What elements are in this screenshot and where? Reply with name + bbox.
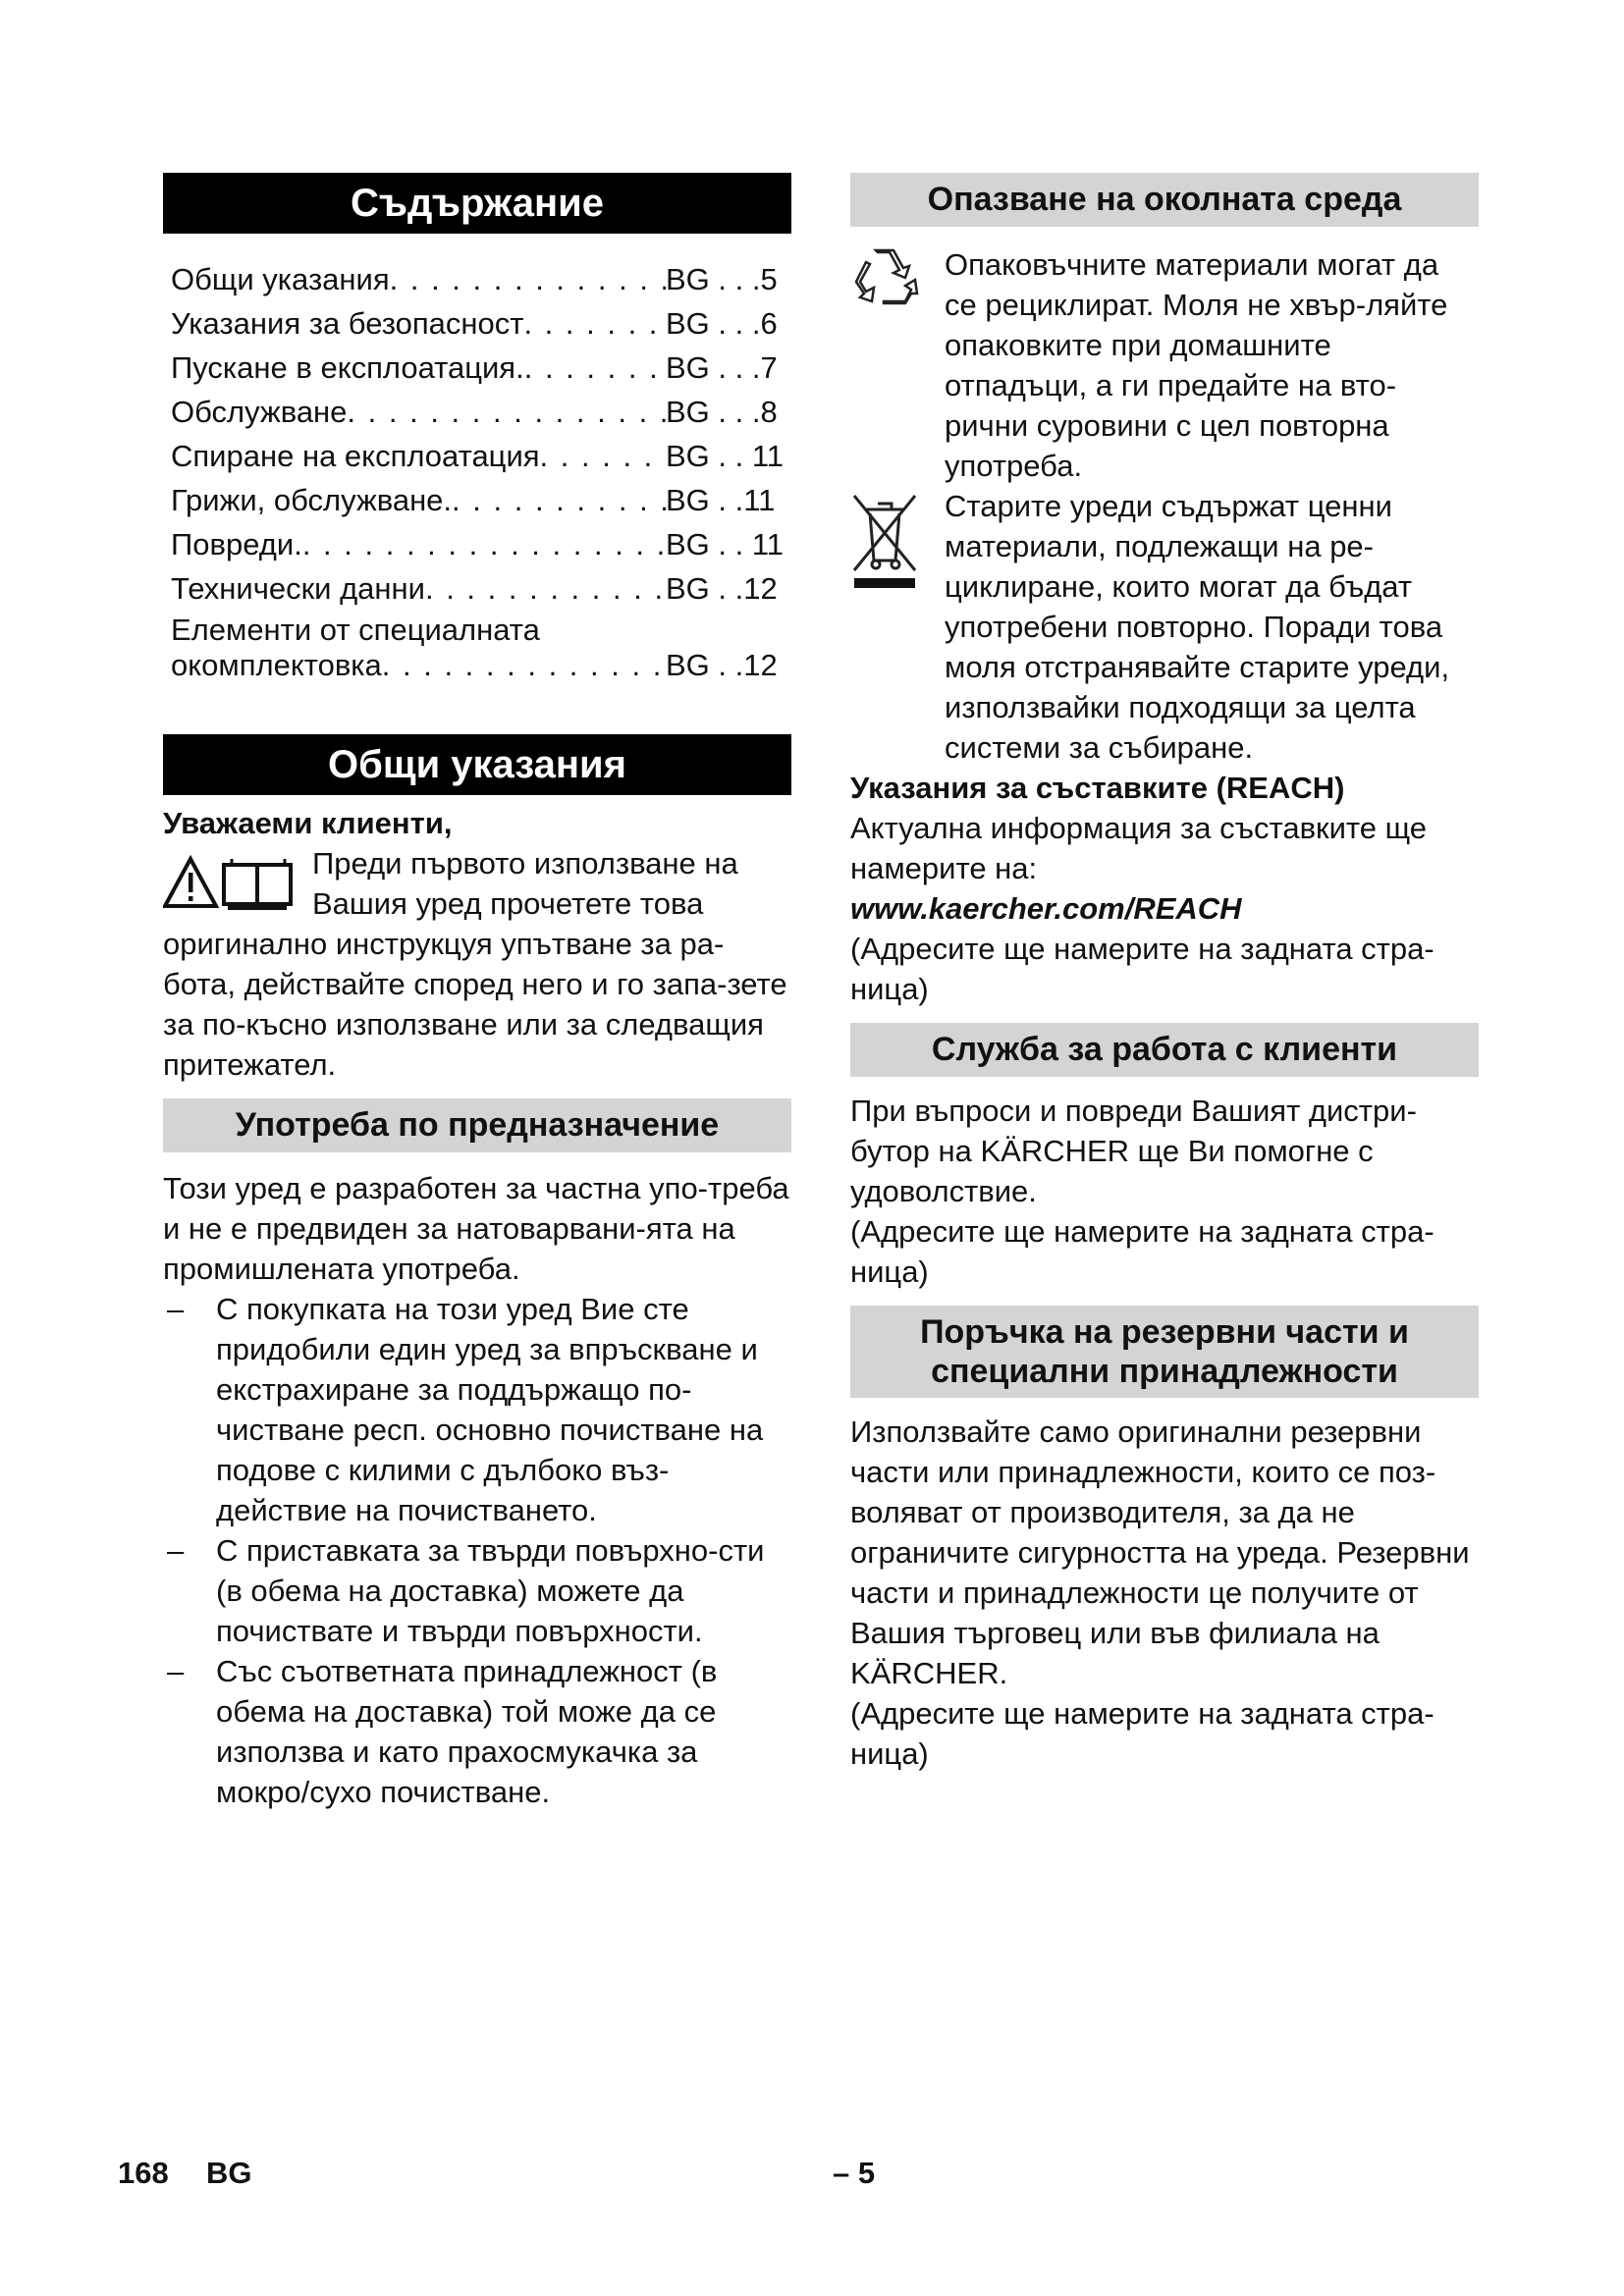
intended-use-list xyxy=(163,1289,791,1812)
general-heading: Общи указания xyxy=(163,734,791,795)
toc-entry-label: Повреди. xyxy=(171,527,302,561)
recycle-text: Опаковъчните материали могат да се рециклират. Моля не хвър-ляйте опаковките при домашните отпадъци, а ги предайте на вто-рични суровини с цел повторна употреба. xyxy=(945,247,1448,483)
table-of-contents xyxy=(163,257,791,683)
intro-text: оригинално инструкцуя упътване за ра-бота, действайте според него и го запа-зете за по-късно използване или за следващия притежател. xyxy=(163,927,787,1082)
toc-leader xyxy=(425,566,666,611)
toc-entry-page: BG . . .7 xyxy=(666,350,778,385)
toc-entry-label: Спиране на експлоатация xyxy=(171,439,540,473)
warning-manual-icon xyxy=(163,843,312,924)
right-column xyxy=(850,173,1479,1774)
weee-text: Старите уреди съдържат ценни материали, подлежащи на ре-циклиране, които могат да бъдат употребени повторно. Поради това моля отстранявайте старите уреди, използвайки подходящи за целта системи за събиране. xyxy=(945,489,1450,765)
parts-heading xyxy=(850,1306,1479,1398)
intro-line-2: Вашия уред прочетете това xyxy=(312,886,704,921)
warning-intro xyxy=(163,843,791,924)
intended-use-text: Този уред е разработен за частна упо-треба и не е предвиден за натоварвани-ята на промишлената употреба. xyxy=(163,1171,789,1286)
toc-leader xyxy=(524,346,666,390)
toc-leader xyxy=(523,301,666,346)
parts-heading-line2: специални принадлежности xyxy=(931,1353,1398,1390)
toc-heading: Съдържание xyxy=(163,173,791,234)
toc-entry-label: Технически данни xyxy=(171,571,425,606)
toc-entry-label: Елементи от специалната xyxy=(171,613,540,647)
toc-entry[interactable] xyxy=(171,434,791,478)
list-item-text: С покупката на този уред Вие сте придобили един уред за впръскване и екстрахиране за поддържащо по-чистване респ. основно почистване на подове с килими с дълбоко въз-действие на почистването. xyxy=(216,1292,764,1527)
toc-leader xyxy=(347,390,666,434)
toc-entry-page: BG . . .5 xyxy=(666,262,778,296)
toc-leader xyxy=(390,257,666,301)
toc-entry-label: Обслужване xyxy=(171,395,348,429)
toc-leader xyxy=(540,434,666,478)
toc-entry-label-line2: окомплектовка xyxy=(171,648,382,682)
left-column xyxy=(163,173,791,1812)
toc-entry[interactable] xyxy=(171,390,791,434)
intro-line-1: Преди първото използване на xyxy=(312,846,738,881)
list-item-text: Със съответната принадлежност (в обема на доставка) той може да се използва и като прахосмукачка за мокро/сухо почистване. xyxy=(216,1654,718,1809)
toc-entry-page: BG . . .8 xyxy=(666,395,778,429)
weee-block xyxy=(850,486,1479,768)
toc-entry-page: BG . .12 xyxy=(666,571,778,606)
toc-entry[interactable] xyxy=(171,346,791,390)
toc-entry-label: Указания за безопасност xyxy=(171,306,524,341)
list-item-text: С приставката за твърди повърхно-сти (в обема на доставка) можете да почиствате и твърди повърхности. xyxy=(216,1533,765,1648)
toc-entry[interactable] xyxy=(171,522,791,566)
toc-entry-label: Общи указания xyxy=(171,262,390,296)
toc-entry[interactable] xyxy=(171,257,791,301)
toc-entry-page: BG . . 11 xyxy=(666,527,785,561)
list-item xyxy=(163,1530,791,1651)
toc-leader xyxy=(302,522,666,566)
reach-heading: Указания за съставките (REACH) xyxy=(850,771,1345,805)
toc-entry-page: BG . .12 xyxy=(666,648,778,682)
parts-text: Използвайте само оригинални резервни части или принадлежности, които се поз-воляват от производителя, за да не ограничите сигурността на уреда. Резервни части и принадлежности це получите от Вашия търговец или във филиала на KÄRCHER. xyxy=(850,1415,1470,1690)
toc-entry-label: Грижи, обслужване. xyxy=(171,483,453,517)
environment-heading: Опазване на околната среда xyxy=(850,173,1479,227)
service-text: При въпроси и повреди Вашият дистри-бутор на KÄRCHER ще Ви помогне с удоволствие. xyxy=(850,1094,1417,1208)
toc-leader xyxy=(382,648,666,683)
toc-entry[interactable] xyxy=(171,613,791,683)
reach-text: Актуална информация за съставките ще намерите на: xyxy=(850,811,1428,885)
service-heading: Служба за работа с клиенти xyxy=(850,1023,1479,1077)
greeting: Уважаеми клиенти, xyxy=(163,806,453,840)
toc-leader xyxy=(452,478,666,522)
footer-page-number: 168 xyxy=(118,2156,169,2190)
toc-entry-page: BG . .11 xyxy=(666,483,776,517)
toc-entry-page: BG . . .6 xyxy=(666,306,778,341)
list-item xyxy=(163,1289,791,1530)
reach-note: (Адресите ще намерите на задната стра-ница) xyxy=(850,932,1435,1006)
bullet-dash: – xyxy=(167,1533,185,1568)
bullet-dash: – xyxy=(167,1292,185,1326)
toc-entry[interactable] xyxy=(171,478,791,522)
footer-language: BG xyxy=(206,2156,252,2190)
parts-note: (Адресите ще намерите на задната стра-ница) xyxy=(850,1696,1435,1771)
parts-heading-line1: Поръчка на резервни части и xyxy=(920,1313,1409,1351)
recycle-icon xyxy=(850,244,945,486)
service-note: (Адресите ще намерите на задната стра-ница) xyxy=(850,1214,1435,1289)
crossed-bin-icon xyxy=(850,486,945,768)
list-item xyxy=(163,1651,791,1812)
reach-link[interactable]: www.kaercher.com/REACH xyxy=(850,891,1242,926)
footer-section-page: – 5 xyxy=(833,2156,876,2190)
toc-entry-page: BG . . 11 xyxy=(666,439,785,473)
toc-entry[interactable] xyxy=(171,566,791,611)
toc-entry[interactable] xyxy=(171,301,791,346)
recycle-block xyxy=(850,244,1479,486)
bullet-dash: – xyxy=(167,1654,185,1688)
intended-use-heading: Употреба по предназначение xyxy=(163,1098,791,1152)
toc-entry-label: Пускане в експлоатация. xyxy=(171,350,524,385)
